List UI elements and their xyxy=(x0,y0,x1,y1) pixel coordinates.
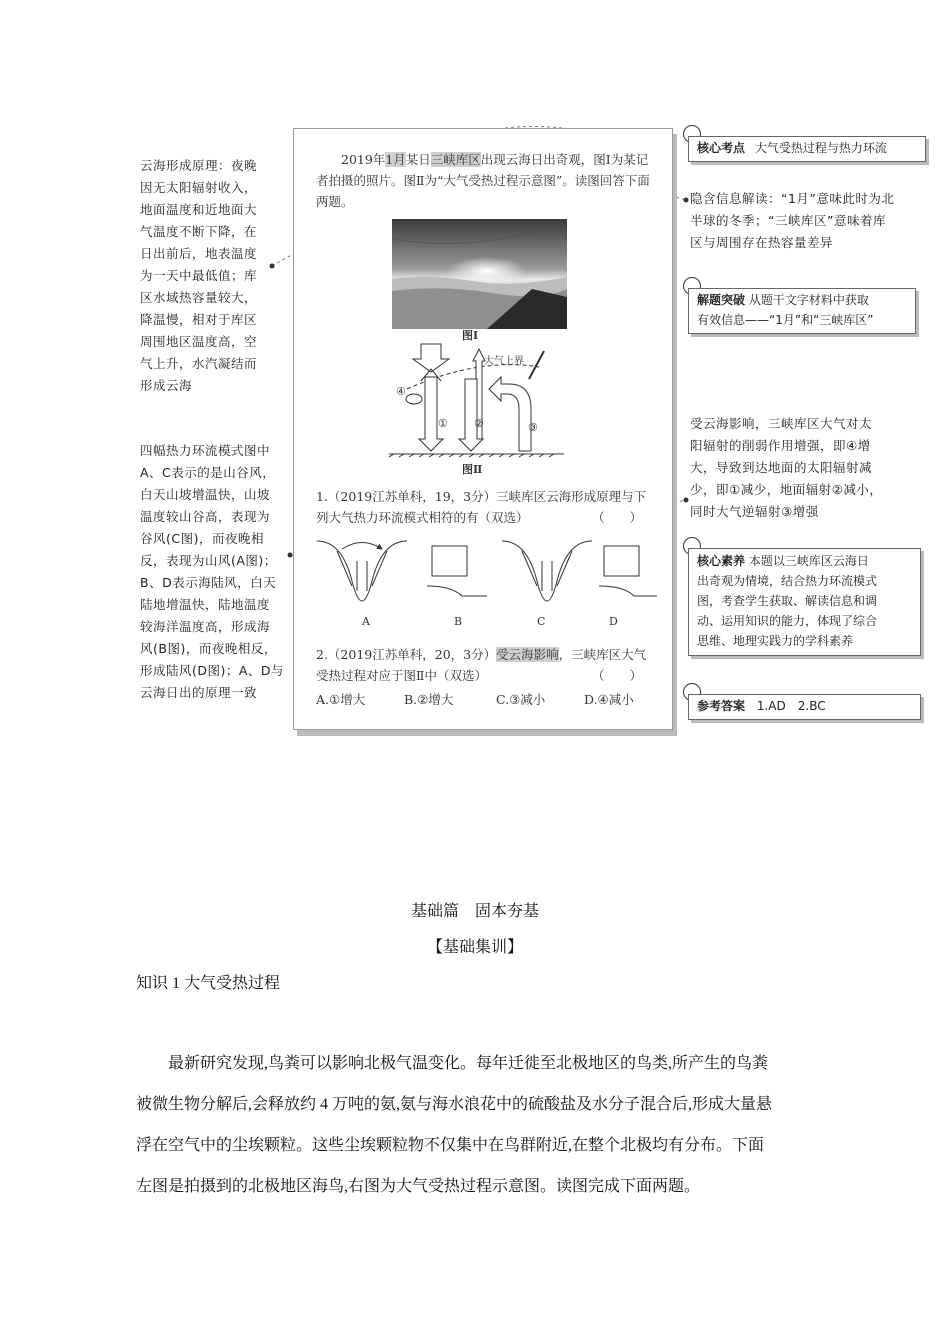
figure-2-diagram xyxy=(389,339,569,464)
figure-1-caption: 图Ⅰ xyxy=(462,329,479,342)
note-line: 陆地增温快，陆地温度 xyxy=(140,597,271,612)
note-line: 隐含信息解读：“1月”意味此时为北 xyxy=(690,191,895,206)
note-line: 气上升，水汽凝结而 xyxy=(140,356,258,371)
core-point-box xyxy=(688,136,926,162)
question-2-options xyxy=(316,689,656,710)
figure-2-caption: 图Ⅱ xyxy=(462,463,483,476)
question-2-paren: （ ） xyxy=(592,668,643,683)
core-point-label: 核心考点 xyxy=(697,141,746,155)
figure-2-num-1: ① xyxy=(438,417,448,430)
intro-text: 出现云海日出奇观，图Ⅰ为某记者拍摄的照片。图Ⅱ为“大气受热过程示意图”。读图回答下面两题。 xyxy=(316,152,650,209)
note-line: 半球的冬季；“三峡库区”意味着库 xyxy=(690,213,886,228)
paragraph-line: 浮在空气中的尘埃颗粒。这些尘埃颗粒物不仅集中在鸟群附近,在整个北极均有分布。下面 xyxy=(136,1137,765,1154)
highlight-cloud-effect: 受云海影响 xyxy=(496,647,559,662)
note-line: A、C表示的是山谷风， xyxy=(140,465,276,480)
option-d: D.④减小 xyxy=(584,692,634,707)
body-paragraph xyxy=(136,1043,826,1207)
note-line: 同时大气逆辐射③增强 xyxy=(690,504,819,519)
literacy-label: 核心素养 xyxy=(697,554,746,568)
note-line: B、D表示海陆风，白天 xyxy=(140,575,277,590)
note-line: 降温慢，相对于库区 xyxy=(140,312,258,327)
figure-2-num-2: ② xyxy=(474,417,484,430)
knowledge-title: 知识 1 大气受热过程 xyxy=(136,975,281,992)
option-a: A.①增大 xyxy=(316,692,366,707)
question-2-text: ，三峡库区大气受热过程对应于图Ⅱ中（双选） xyxy=(316,647,647,683)
note-line: 云海形成原理：夜晚 xyxy=(140,158,258,173)
note-line: 周围地区温度高，空 xyxy=(140,334,258,349)
diagram-label-c: C xyxy=(537,615,546,628)
note-line: 温度较山谷高，表现为 xyxy=(140,509,271,524)
literacy-text: 思维、地理实践力的学科素养 xyxy=(697,634,854,648)
answer-text: 1.AD 2.BC xyxy=(756,699,826,713)
note-line: 较海洋温度高，形成海 xyxy=(140,619,271,634)
answer-box xyxy=(688,694,921,720)
core-point-text: 大气受热过程与热力环流 xyxy=(754,141,887,155)
figure-2-num-3: ③ xyxy=(528,421,538,434)
note-line: 谷风(C图)，而夜晚相 xyxy=(140,531,264,546)
question-2-text: 2.（2019江苏单科，20，3分） xyxy=(316,647,497,662)
intro-text: 2019年 xyxy=(341,152,386,167)
option-b: B.②增大 xyxy=(404,692,454,707)
note-line: 风(B图)，而夜晚相反， xyxy=(140,641,277,656)
intro-text: 某日 xyxy=(405,152,431,167)
figure-2-num-4: ④ xyxy=(396,385,406,398)
figure-1-photo xyxy=(392,219,567,329)
note-line: 少，即①减少，地面辐射②减小， xyxy=(690,482,883,497)
question-1-paren: （ ） xyxy=(592,510,643,525)
paragraph-line: 左图是拍摄到的北极地区海鸟,右图为大气受热过程示意图。读图完成下面两题。 xyxy=(136,1178,701,1195)
highlight-month: 1月 xyxy=(385,152,406,167)
breakthrough-text: 有效信息——“1月”和“三峡库区” xyxy=(697,313,874,327)
option-c: C.③减小 xyxy=(496,692,546,707)
question-1-text: 1.（2019江苏单科，19，3分）三峡库区云海形成原理与下列大气热力环流模式相符的有（双选） xyxy=(316,489,647,525)
note-line: 云海日出的原理一致 xyxy=(140,685,258,700)
cloud-effect-note xyxy=(690,413,925,523)
diagram-label-d: D xyxy=(609,615,618,628)
figure-2-label-top: 大气上界 xyxy=(484,356,524,367)
note-line: 形成云海 xyxy=(140,378,193,393)
note-line: 反，表现为山风(A图)； xyxy=(140,553,277,568)
note-line: 阳辐射的削弱作用增强，即④增 xyxy=(690,438,871,453)
answer-label: 参考答案 xyxy=(697,699,746,713)
note-line: 区与周围存在热容量差异 xyxy=(690,235,834,250)
hidden-info-note xyxy=(690,188,920,254)
highlight-region: 三峡库区 xyxy=(430,152,481,167)
intro-paragraph xyxy=(316,149,656,212)
literacy-text: 动、运用知识的能力，体现了综合 xyxy=(697,614,878,628)
breakthrough-box xyxy=(688,288,916,334)
note-line: 区水域热容量较大， xyxy=(140,290,258,305)
note-line: 因无太阳辐射收入， xyxy=(140,180,258,195)
note-line: 地面温度和近地面大 xyxy=(140,202,258,217)
subsection-title: 【基础集训】 xyxy=(426,939,523,956)
diagram-label-a: A xyxy=(362,615,370,628)
circulation-diagrams xyxy=(312,531,657,616)
note-line: 气温度不断下降，在 xyxy=(140,224,258,239)
paragraph-line: 被微生物分解后,会释放约 4 万吨的氨,氨与海水浪花中的硫酸盐及水分子混合后,形成大量悬 xyxy=(136,1096,773,1113)
literacy-text: 本题以三峡库区云海日 xyxy=(748,554,869,568)
note-line: 白天山坡增温快，山坡 xyxy=(140,487,271,502)
literacy-box xyxy=(688,548,921,656)
note-line: 形成陆风(D图)；A、D与 xyxy=(140,663,285,678)
paragraph-line: 最新研究发现,鸟粪可以影响北极气温变化。每年迁徙至北极地区的鸟类,所产生的鸟粪 xyxy=(168,1055,769,1072)
diagram-label-b: B xyxy=(454,615,463,628)
literacy-text: 出奇观为情境，结合热力环流模式 xyxy=(697,574,878,588)
breakthrough-text: 从题干文字材料中获取 xyxy=(748,293,869,307)
note-line: 为一天中最低值；库 xyxy=(140,268,258,283)
breakthrough-label: 解题突破 xyxy=(697,293,746,307)
note-line: 四幅热力环流模式图中 xyxy=(140,443,271,458)
section-title: 基础篇 固本夯基 xyxy=(410,903,539,920)
literacy-text: 图，考查学生获取、解读信息和调 xyxy=(697,594,878,608)
note-line: 受云海影响，三峡库区大气对太 xyxy=(690,416,873,431)
note-line: 日出前后，地表温度 xyxy=(140,246,258,261)
question-card xyxy=(293,128,673,730)
note-line: 大，导致到达地面的太阳辐射减 xyxy=(690,460,873,475)
